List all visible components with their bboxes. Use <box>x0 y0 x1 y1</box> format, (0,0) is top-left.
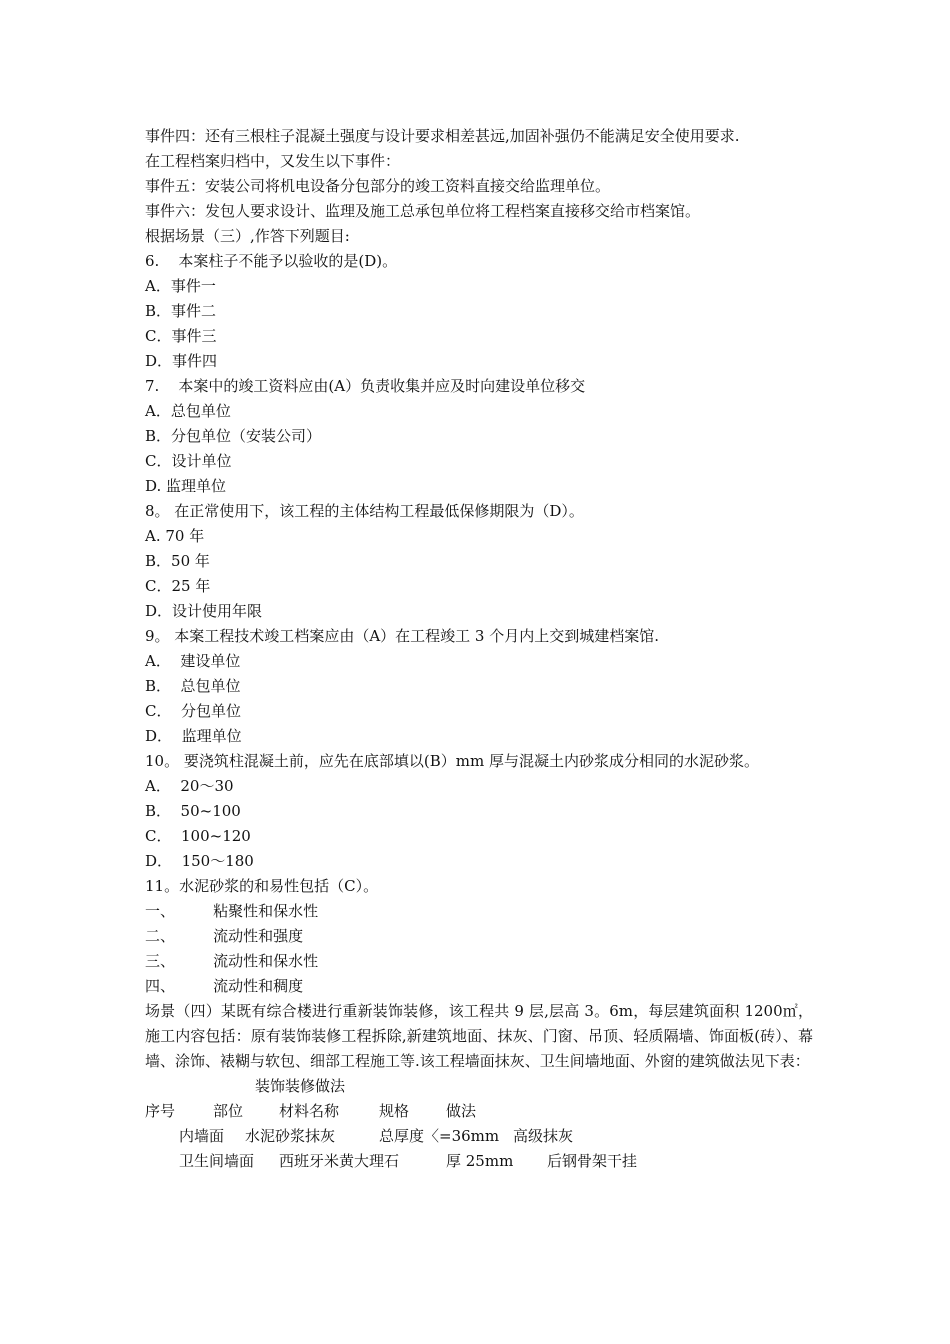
question-10-option-a: A． 20～30 <box>145 777 234 795</box>
question-7-option-a: A．总包单位 <box>145 402 231 420</box>
question-11-option-4: 四、 流动性和稠度 <box>145 977 304 995</box>
table-cell-material: 水泥砂浆抹灰 <box>245 1127 336 1145</box>
question-8-stem: 8。 在正常使用下，该工程的主体结构工程最低保修期限为（D）。 <box>145 502 584 520</box>
table-header-method: 做法 <box>446 1102 477 1120</box>
table-header-location: 部位 <box>213 1102 244 1120</box>
question-9-stem: 9。 本案工程技术竣工档案应由（A）在工程竣工 3 个月内上交到城建档案馆. <box>145 627 659 645</box>
paragraph-archive-intro: 在工程档案归档中，又发生以下事件： <box>145 152 401 170</box>
question-8-option-c: C．25 年 <box>145 577 211 595</box>
table-header-spec: 规格 <box>379 1102 410 1120</box>
question-6-option-a: A．事件一 <box>145 277 216 295</box>
table-cell-method: 高级抹灰 <box>513 1127 574 1145</box>
question-7-option-d: D. 监理单位 <box>145 477 227 495</box>
table-cell-material: 西班牙米黄大理石 <box>279 1152 400 1170</box>
question-9-option-c: C． 分包单位 <box>145 702 242 720</box>
question-11-option-2: 二、 流动性和强度 <box>145 927 304 945</box>
question-10-option-d: D． 150～180 <box>145 852 254 870</box>
question-10-stem: 10。 要浇筑柱混凝土前，应先在底部填以(B）mm 厚与混凝土内砂浆成分相同的水泥砂浆。 <box>145 752 759 770</box>
paragraph-scene3-prompt: 根据场景（三）,作答下列题目: <box>145 227 350 245</box>
question-6-option-b: B．事件二 <box>145 302 217 320</box>
table-cell-location: 卫生间墙面 <box>179 1152 255 1170</box>
question-11-option-3: 三、 流动性和保水性 <box>145 952 319 970</box>
question-10-option-c: C． 100~120 <box>145 827 251 845</box>
table-header-row <box>145 1099 813 1124</box>
table-row <box>145 1149 813 1174</box>
question-8-option-a: A. 70 年 <box>145 527 205 545</box>
question-11-option-1: 一、 粘聚性和保水性 <box>145 902 319 920</box>
question-9-option-b: B． 总包单位 <box>145 677 241 695</box>
question-6-option-c: C．事件三 <box>145 327 217 345</box>
table-header-material: 材料名称 <box>279 1102 340 1120</box>
question-7-option-b: B．分包单位（安装公司） <box>145 427 322 445</box>
paragraph-event4: 事件四：还有三根柱子混凝土强度与设计要求相差甚远,加固补强仍不能满足安全使用要求. <box>145 127 740 145</box>
question-6-stem: 6. 本案柱子不能予以验收的是(D)。 <box>145 252 398 270</box>
question-7-stem: 7. 本案中的竣工资料应由(A）负责收集并应及时向建设单位移交 <box>145 377 586 395</box>
table-header-index: 序号 <box>145 1102 176 1120</box>
question-8-option-d: D．设计使用年限 <box>145 602 263 620</box>
table-row <box>145 1124 813 1149</box>
question-9-option-a: A． 建设单位 <box>145 652 241 670</box>
table-cell-location: 内墙面 <box>179 1127 225 1145</box>
paragraph-event5: 事件五：安装公司将机电设备分包部分的竣工资料直接交给监理单位。 <box>145 177 611 195</box>
question-8-option-b: B．50 年 <box>145 552 210 570</box>
question-11-stem: 11。水泥砂浆的和易性包括（C）。 <box>145 877 379 895</box>
question-6-option-d: D．事件四 <box>145 352 218 370</box>
table-cell-method: 后钢骨架干挂 <box>547 1152 638 1170</box>
table-cell-spec: 总厚度〈=36mm <box>379 1127 500 1145</box>
question-9-option-d: D． 监理单位 <box>145 727 242 745</box>
paragraph-event6: 事件六：发包人要求设计、监理及施工总承包单位将工程档案直接移交给市档案馆。 <box>145 202 701 220</box>
question-10-option-b: B． 50~100 <box>145 802 241 820</box>
question-7-option-c: C．设计单位 <box>145 452 232 470</box>
document-content <box>145 124 813 1174</box>
table-title: 装饰装修做法 <box>255 1077 346 1095</box>
table-cell-spec: 厚 25mm <box>446 1152 514 1170</box>
scene4-paragraph: 场景（四）某既有综合楼进行重新装饰装修，该工程共 9 层,层高 3。6m，每层建筑面积 1200㎡，施工内容包括：原有装饰装修工程拆除,新建筑地面、抹灰、门窗、吊顶、轻质隔墙、饰面板(砖）、幕墙、涂饰、裱糊与软包、细部工程施工等.该工程墙面抹灰、卫生间墙地面、外窗的建筑做法见下表： <box>145 1002 813 1070</box>
